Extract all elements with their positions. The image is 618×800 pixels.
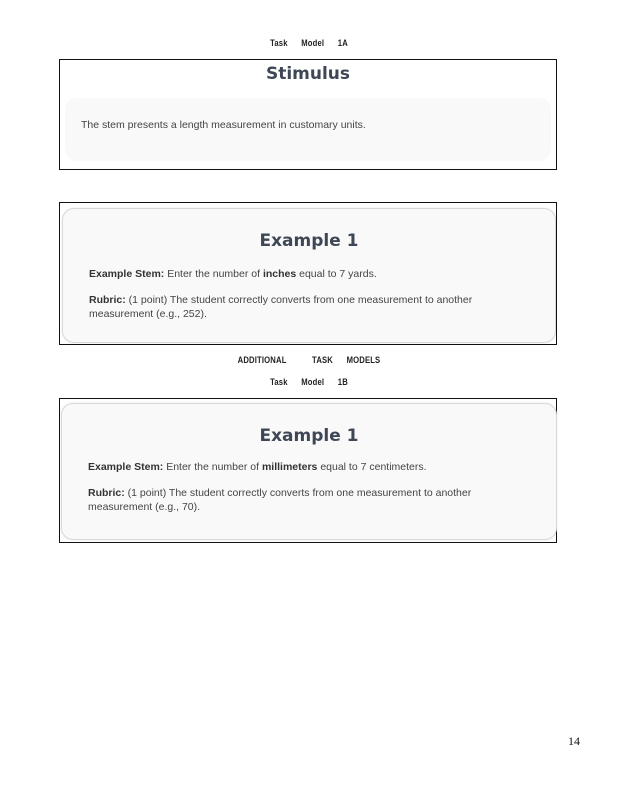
rubric-text: (1 point) The student correctly converts from one measurement to another measurement (e.g., 70). [88, 487, 472, 513]
example-1a-title: Example 1 [259, 231, 359, 251]
example-1b-rubric [88, 486, 508, 514]
stem-keyword: inches [262, 268, 297, 280]
task-model-1a-heading [46, 38, 571, 48]
rubric-text: (1 point) The student correctly converts from one measurement to another measurement (e.g., 252). [89, 294, 473, 320]
stem-text: Enter the number of [167, 268, 261, 280]
stem-text: Enter the number of [166, 461, 260, 473]
example-1a-rubric [89, 293, 509, 321]
stem-label: Example Stem: [88, 461, 164, 473]
heading-word: ADDITIONAL [237, 355, 287, 365]
heading-word: Model [301, 377, 325, 387]
stimulus-box [59, 59, 557, 170]
stimulus-text: The stem presents a length measurement in customary units. [81, 119, 366, 131]
stem-keyword: millimeters [261, 461, 318, 473]
example-1a-card [62, 208, 556, 343]
stimulus-title: Stimulus [265, 64, 351, 84]
task-model-1b-heading [46, 377, 571, 387]
heading-word: 1A [337, 38, 348, 48]
stem-text: equal to 7 yards. [299, 268, 377, 280]
rubric-label: Rubric: [88, 487, 125, 499]
stem-label: Example Stem: [89, 268, 165, 280]
heading-word: Task [270, 377, 288, 387]
page-number: 14 [568, 734, 580, 748]
example-1b-box [59, 398, 557, 543]
example-1b-title: Example 1 [259, 426, 359, 446]
heading-word: 1B [337, 377, 348, 387]
heading-word: TASK [312, 355, 333, 365]
heading-word: Model [301, 38, 325, 48]
heading-word: Task [270, 38, 288, 48]
stimulus-panel [65, 98, 551, 161]
example-1b-card [61, 403, 557, 540]
example-1a-stem [89, 267, 529, 281]
heading-word: MODELS [346, 355, 381, 365]
stem-text: equal to 7 centimeters. [320, 461, 427, 473]
rubric-label: Rubric: [89, 294, 126, 306]
additional-task-models-heading [46, 355, 571, 365]
example-1a-box [59, 202, 557, 345]
example-1b-stem [88, 460, 528, 474]
